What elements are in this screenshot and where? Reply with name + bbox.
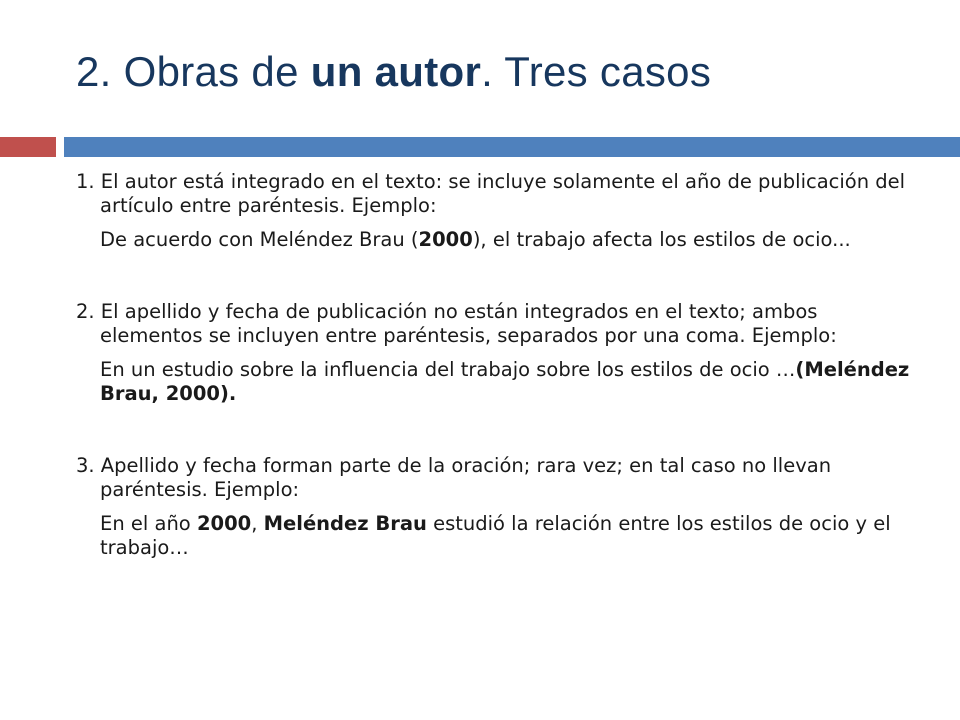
example-text: En el año bbox=[100, 512, 197, 535]
title-part-1: 2. Obras de bbox=[76, 48, 311, 95]
example-text: En un estudio sobre la influencia del trabajo sobre los estilos de ocio … bbox=[100, 358, 796, 381]
example-bold: 2000 bbox=[196, 512, 252, 535]
case-3 bbox=[76, 454, 916, 560]
case-3-text: 3. Apellido y fecha forman parte de la oración; rara vez; en tal caso no llevan paréntesis. Ejemplo: bbox=[76, 454, 832, 501]
slide-content bbox=[76, 170, 916, 608]
example-bold: 2000 bbox=[418, 228, 473, 251]
case-2-text: 2. El apellido y fecha de publicación no están integrados en el texto; ambos elementos se incluyen entre paréntesis, separados por una coma. Ejemplo: bbox=[76, 300, 837, 347]
example-text: , bbox=[251, 512, 264, 535]
case-2 bbox=[76, 300, 916, 406]
example-bold: Meléndez Brau bbox=[263, 512, 427, 535]
example-text: De acuerdo con Meléndez Brau ( bbox=[100, 228, 419, 251]
case-1-text: 1. El autor está integrado en el texto: se incluye solamente el año de publicación del artículo entre paréntesis. Ejemplo: bbox=[76, 170, 906, 217]
case-2-example bbox=[76, 358, 916, 406]
case-1-example bbox=[76, 228, 916, 252]
example-text: ), el trabajo afecta los estilos de ocio... bbox=[472, 228, 851, 251]
title-bold: un autor bbox=[310, 48, 482, 95]
example-text: estudió la relación entre los estilos de ocio y el trabajo… bbox=[100, 512, 891, 559]
case-3-example bbox=[76, 512, 916, 560]
accent-bar-blue bbox=[64, 137, 960, 157]
accent-bar-red bbox=[0, 137, 56, 157]
slide-title bbox=[76, 48, 711, 96]
case-1 bbox=[76, 170, 916, 252]
title-part-2: . Tres casos bbox=[481, 48, 712, 95]
example-bold: (Meléndez Brau, 2000). bbox=[100, 358, 910, 405]
